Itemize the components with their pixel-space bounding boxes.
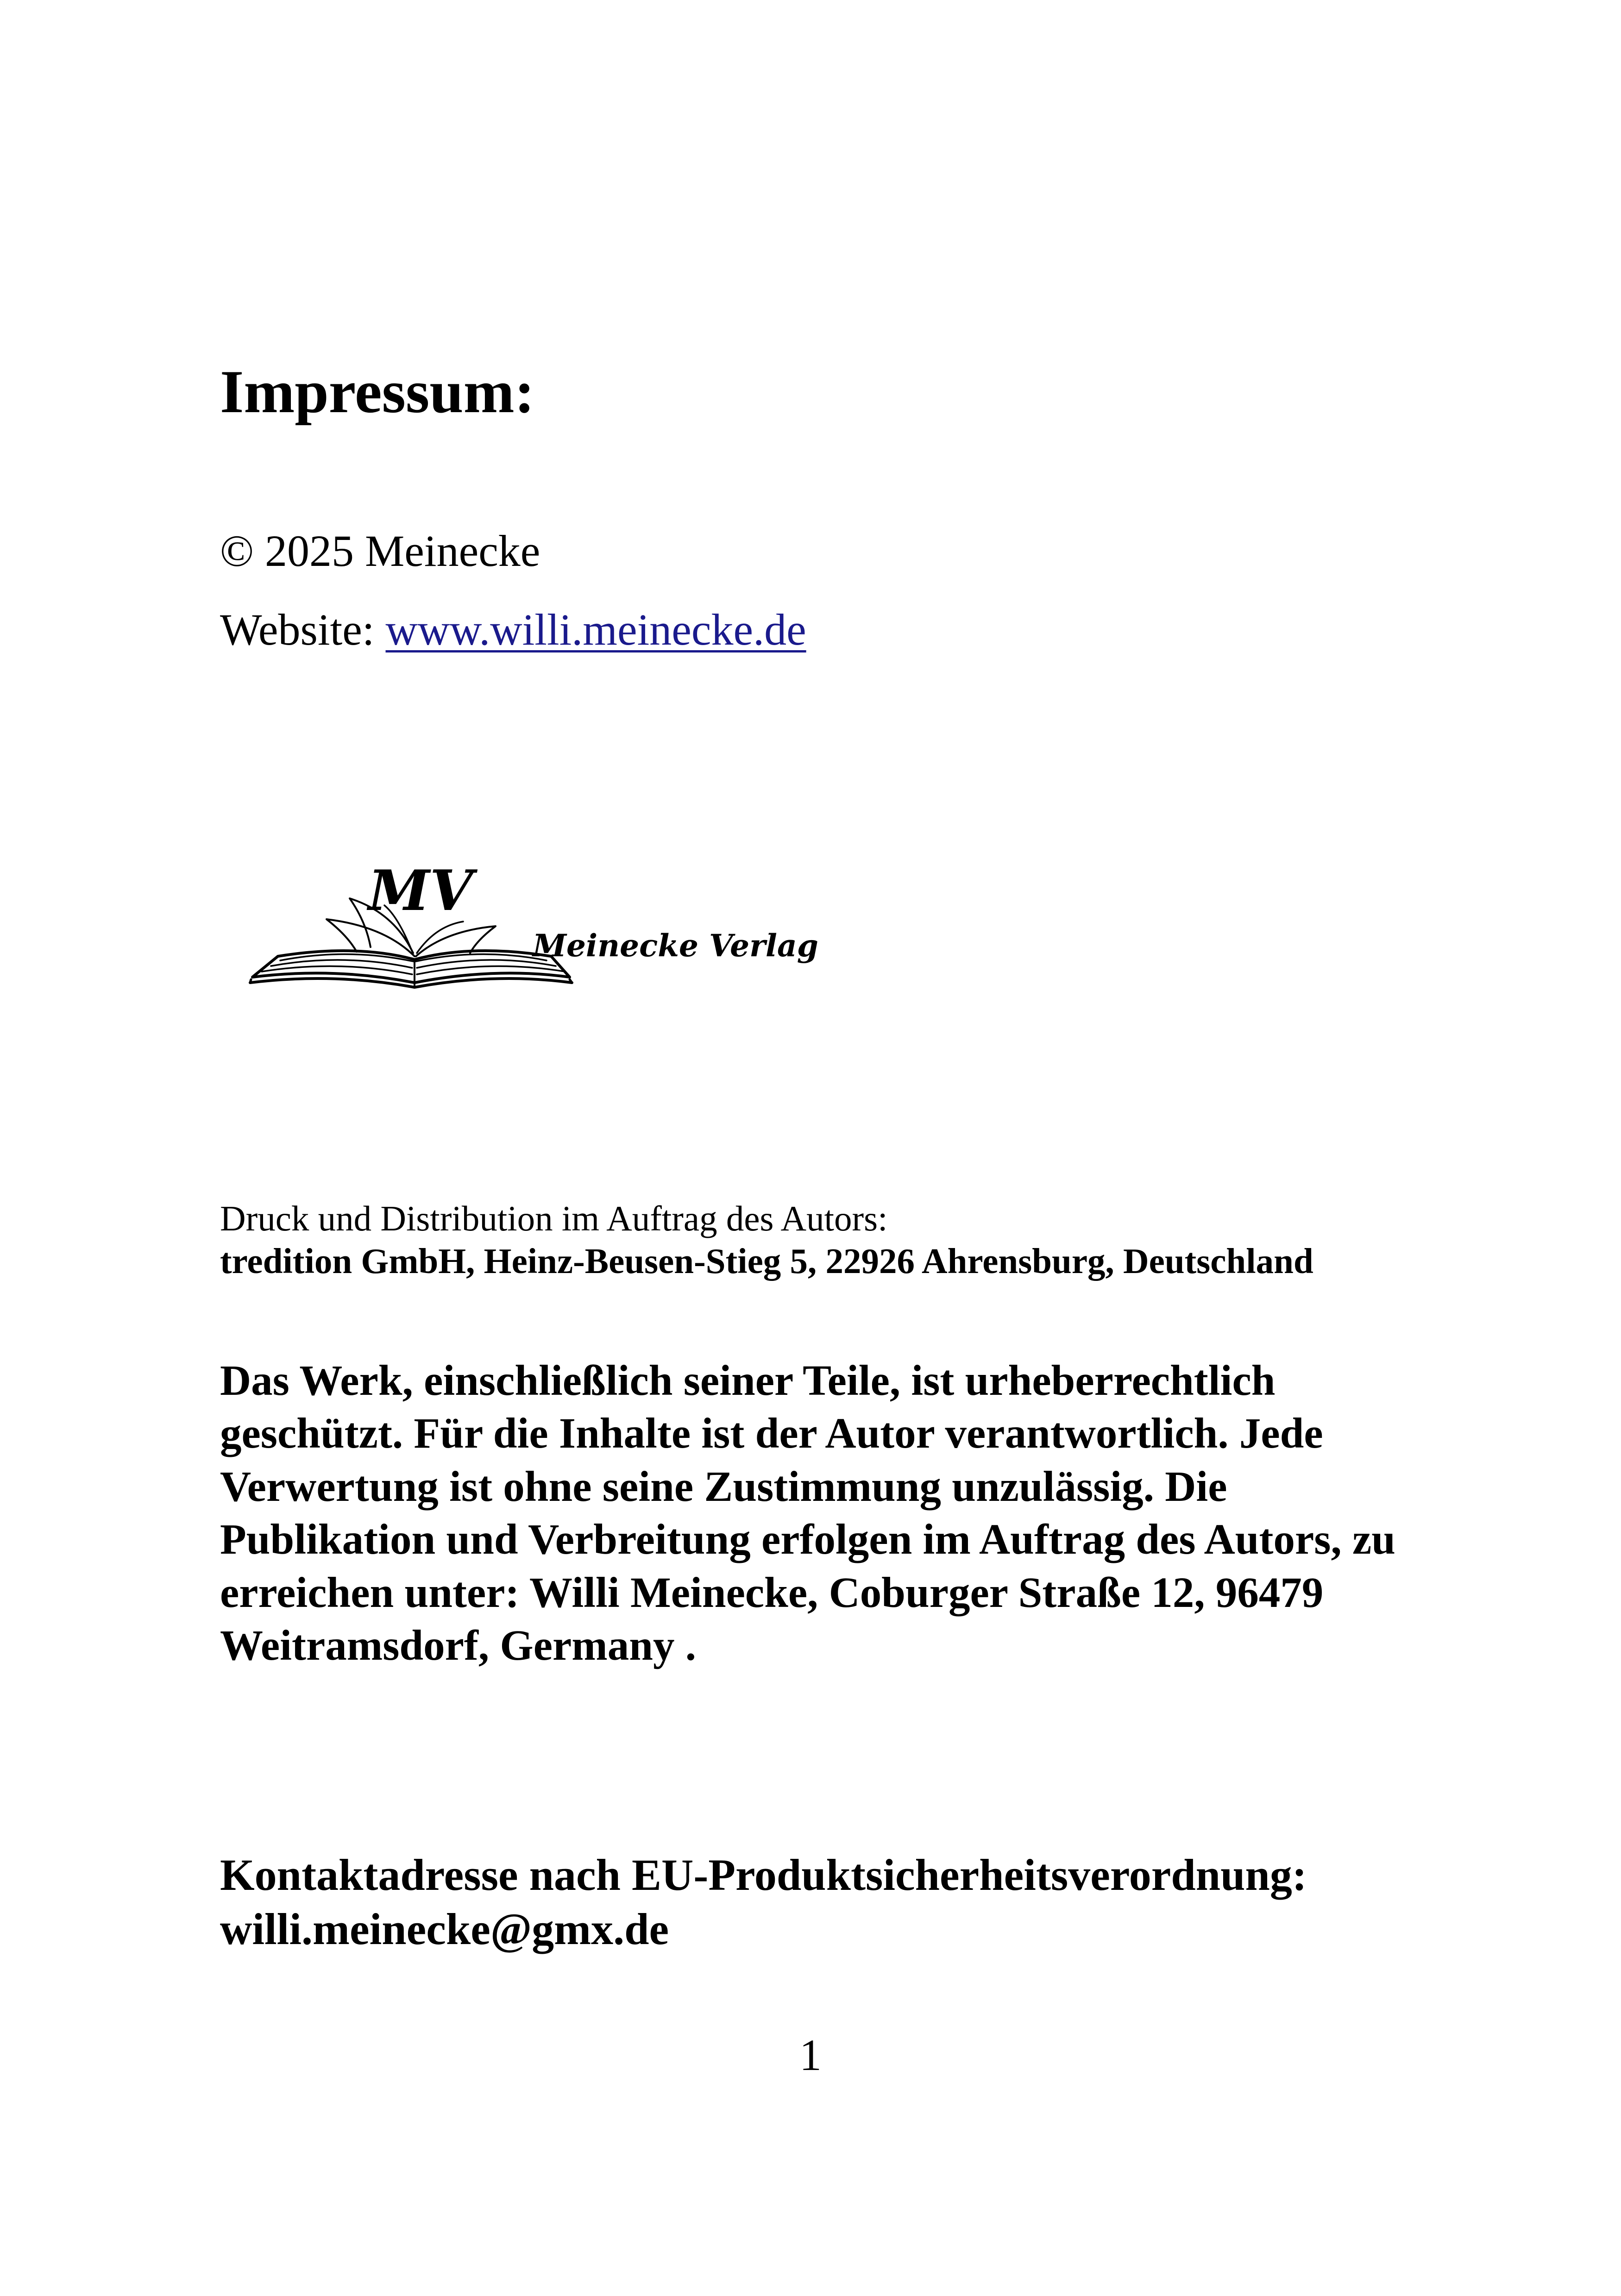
contact-email[interactable]: willi.meinecke@gmx.de: [220, 1904, 669, 1954]
page-title: Impressum:: [220, 358, 535, 426]
logo-monogram: MV: [368, 861, 473, 923]
contact-label: Kontaktadresse nach EU-Produktsicherheitsverordnung:: [220, 1850, 1307, 1900]
copyright-line: © 2025 Meinecke: [220, 526, 540, 576]
copyright-notice: Das Werk, einschließlich seiner Teile, ist urheberrechtlich geschützt. Für die Inhalte ist der Autor verantwortlich. Jede Verwertung ist ohne seine Zustimmung unzulässig. Die Publikation und Verbreitung erfolgen im Auftrag des Autors, zu erreichen unter: Willi Meinecke, Coburger Straße 12, 96479 Weitramsdorf, Germany .: [220, 1357, 1395, 1669]
publisher-logo: [245, 861, 848, 1014]
logo-name: Meinecke Verlag: [533, 928, 818, 964]
printer-address: tredition GmbH, Heinz-Beusen-Stieg 5, 22926 Ahrensburg, Deutschland: [220, 1241, 1313, 1281]
website-label: Website:: [220, 605, 386, 654]
page-number: 1: [799, 2030, 822, 2080]
contact-block: [220, 1848, 1470, 1956]
distribution-label: Druck und Distribution im Auftrag des Autors:: [220, 1198, 888, 1238]
website-link[interactable]: www.willi.meinecke.de: [385, 605, 806, 654]
website-line: [220, 603, 806, 656]
